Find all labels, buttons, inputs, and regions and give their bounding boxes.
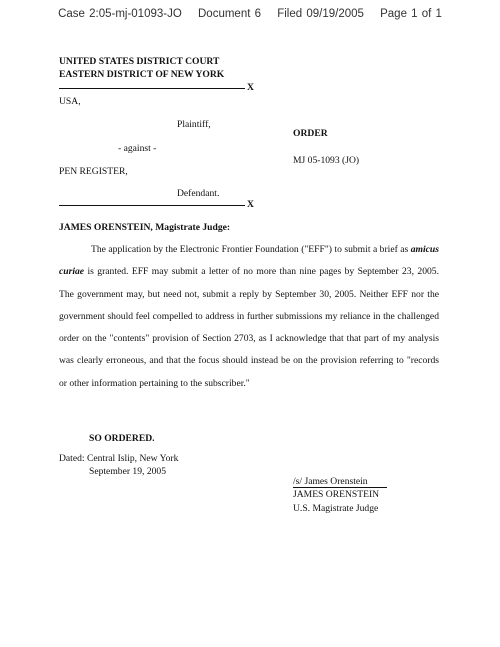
order-body-paragraph: [59, 239, 439, 395]
caption-bottom-rule: [59, 205, 245, 206]
page-number-header: Page 1 of 1: [380, 8, 442, 20]
filed-date-header: Filed 09/19/2005: [277, 8, 364, 20]
plaintiff-name: USA,: [59, 96, 81, 107]
judge-heading: JAMES ORENSTEIN, Magistrate Judge:: [59, 222, 231, 233]
defendant-name: PEN REGISTER,: [59, 166, 128, 177]
plaintiff-role: Plaintiff,: [177, 119, 211, 130]
document-number-header: Document 6: [198, 8, 262, 20]
body-text-rest: is granted. EFF may submit a letter of no more than nine pages by September 23, 2005. The government may, but need not, submit a reply by September 30, 2005. Neither EFF nor the government should feel compelled to address in further submissions my reliance in the challenged order on the "contents" provision of Section 2703, as I acknowledge that that part of my analysis was clearly erroneous, and that the focus should instead be on the provision referring to "records or other information pertaining to the subscriber.": [59, 266, 439, 389]
caption-x-mark-top: X: [247, 82, 254, 93]
judge-name: JAMES ORENSTEIN: [293, 489, 380, 500]
case-number: MJ 05-1093 (JO): [293, 155, 360, 166]
signature-slash-s: /s/ James Orenstein: [293, 476, 368, 487]
signature-line: [293, 487, 387, 488]
so-ordered: SO ORDERED.: [89, 433, 155, 444]
case-number-header: Case 2:05-mj-01093-JO: [58, 8, 182, 20]
caption-x-mark-bottom: X: [247, 199, 254, 210]
ecf-header: [0, 8, 500, 20]
amicus-curiae-term: amicus curiae: [59, 244, 439, 278]
dated-line2: September 19, 2005: [89, 466, 167, 477]
body-text-start: The application by the Electronic Frontier Foundation ("EFF") to submit a brief as: [91, 244, 411, 255]
court-name-line1: UNITED STATES DISTRICT COURT: [59, 56, 220, 67]
dated-line1: Dated: Central Islip, New York: [59, 453, 179, 464]
court-name-line2: EASTERN DISTRICT OF NEW YORK: [59, 69, 225, 80]
defendant-role: Defendant.: [177, 188, 220, 199]
judge-title: U.S. Magistrate Judge: [293, 503, 379, 514]
order-title: ORDER: [293, 128, 328, 139]
caption-top-rule: [59, 88, 245, 89]
against-label: - against -: [118, 143, 157, 154]
